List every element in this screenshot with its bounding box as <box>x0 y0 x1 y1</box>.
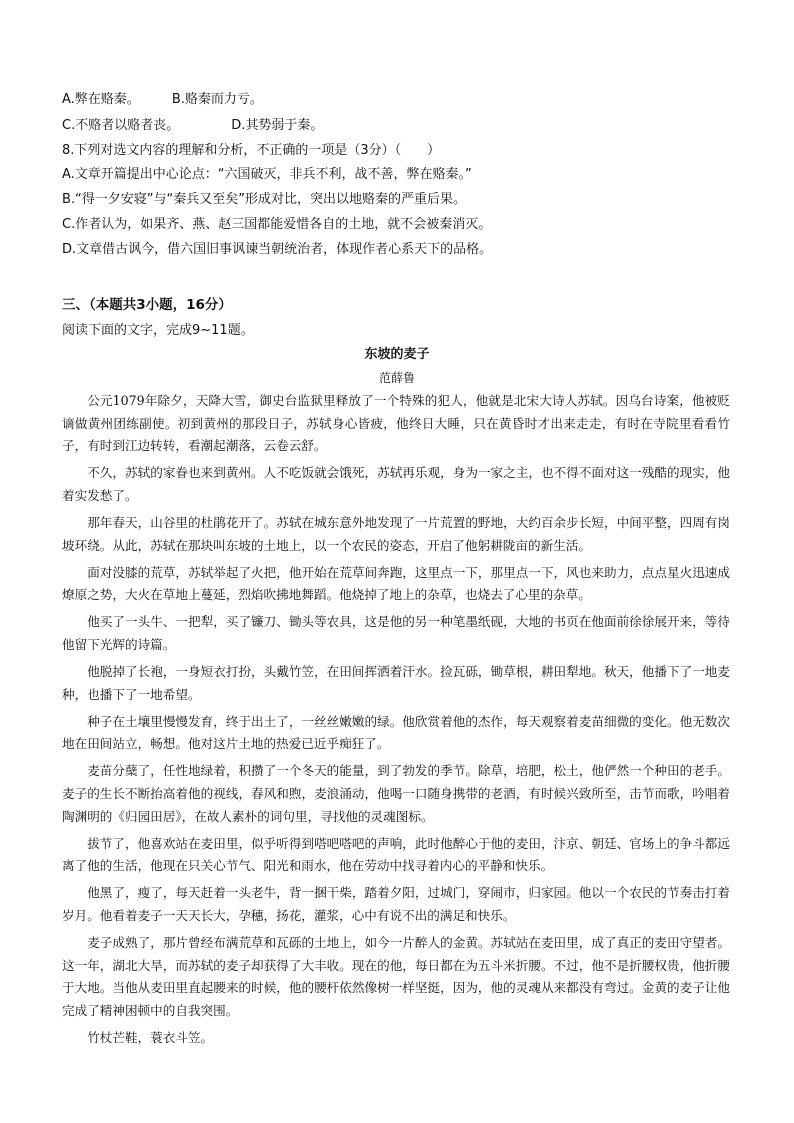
section-instruction: 阅读下面的文字，完成9~11题。 <box>62 323 254 338</box>
article-body <box>62 390 730 1050</box>
section-heading: 三、（本题共3小题，16分） <box>62 297 232 313</box>
paragraph: 他黑了，瘦了，每天赶着一头老牛，背一捆干柴，踏着夕阳，过城门，穿闹市，归家园。他以一个农民的节奏击打着岁月。他看着麦子一天天长大，孕穗，扬花，灌浆，心中有说不出的满足和快乐。 <box>62 885 730 923</box>
option-7a: A.弊在赂秦。 <box>62 92 140 107</box>
question-8-stem: 8.下列对选文内容的理解和分析，不正确的一项是（3分）（ ） <box>62 143 441 158</box>
paragraph: 麦苗分蘖了，任性地绿着，积攒了一个冬天的能量，到了勃发的季节。除草，培肥，松土，他俨然一个种田的老手。麦子的生长不断抬高着他的视线，春风和煦，麦浪涌动，他喝一口随身携带的老酒，有时候兴致所至，击节而歌，吟唱着陶渊明的《归园田居》，在故人素朴的词句里，寻找他的灵魂图标。 <box>62 763 730 824</box>
question-8-option-b: B.“得一夕安寝”与“秦兵又至矣”形成对比，突出以地赂秦的严重后果。 <box>62 192 466 207</box>
article-title: 东坡的麦子 <box>364 347 430 362</box>
paragraph: 种子在土壤里慢慢发育，终于出土了，一丝丝嫩嫩的绿。他欣赏着他的杰作，每天观察着麦苗细微的变化。他无数次地在田间站立，畅想。他对这片土地的热爱已近乎痴狂了。 <box>62 713 730 752</box>
option-7c: C.不赂者以赂者丧。 <box>62 118 180 133</box>
option-7b: B.赂秦而力亏。 <box>171 92 263 107</box>
question-8-option-a: A.文章开篇提出中心论点：“六国破灭，非兵不利，战不善，弊在赂秦。” <box>62 167 472 182</box>
paragraph: 那年春天，山谷里的杜鹃花开了。苏轼在城东意外地发现了一片荒置的野地，大约百余步长短，中间平整，四周有岗坡环绕。从此，苏轼在那块叫东坡的土地上，以一个农民的姿态，开启了他躬耕陇亩的新生活。 <box>62 514 730 553</box>
paragraph: 拔节了，他喜欢站在麦田里，似乎听得到嗒吧嗒吧的声响，此时他醉心于他的麦田，汴京、朝廷、官场上的争斗都远离了他的生活，他现在只关心节气、阳光和雨水，他在劳动中找寻着内心的平静和快乐。 <box>62 835 730 874</box>
paragraph: 他买了一头牛、一把犁，买了镰刀、锄头等农具，这是他的另一种笔墨纸砚，大地的书页在他面前徐徐展开来，等待他留下光辉的诗篇。 <box>62 614 730 652</box>
article-author: 范薛鲁 <box>378 371 415 385</box>
question-8-option-c: C.作者认为，如果齐、燕、赵三国都能爱惜各自的土地，就不会被秦消灭。 <box>62 217 492 232</box>
paragraph: 竹杖芒鞋，蓑衣斗笠。 <box>87 1029 214 1045</box>
question-8-option-d: D.文章借古讽今，借六国旧事讽谏当朝统治者，体现作者心系天下的品格。 <box>62 242 493 257</box>
option-7d: D.其势弱于秦。 <box>231 118 324 133</box>
options-row-ab <box>62 91 263 109</box>
options-row-cd <box>62 117 323 135</box>
paragraph: 面对没膝的荒草，苏轼举起了火把，他开始在荒草间奔跑，这里点一下，那里点一下，风也来助力，点点星火迅速成燎原之势，大火在草地上蔓延，烈焰吹拂地舞蹈。他烧掉了地上的杂草，也烧去了心里的杂草。 <box>62 564 730 603</box>
paragraph: 公元1079年除夕，天降大雪，御史台监狱里释放了一个特殊的犯人，他就是北宋大诗人苏轼。因乌台诗案，他被贬谪做黄州团练副使。初到黄州的那段日子，苏轼身心皆疲，他终日大睡，只在黄昏时才出来走走，有时在寺院里看看竹子，有时到江边转转，看潮起潮落，云卷云舒。 <box>62 393 730 454</box>
paragraph: 麦子成熟了，那片曾经布满荒草和瓦砾的土地上，如今一片醉人的金黄。苏轼站在麦田里，成了真正的麦田守望者。这一年，湖北大旱，而苏轼的麦子却获得了大丰收。现在的他，每日都在为五斗米折腰。不过，他不是折腰权贵，他折腰于大地。当他从麦田里直起腰来的时候，他的腰杆依然像树一样坚挺，因为，他的灵魂从来都没有弯过。金黄的麦子让他完成了精神困顿中的自我突围。 <box>62 935 730 1018</box>
paragraph: 他脱掉了长袍，一身短衣打扮，头戴竹笠，在田间挥洒着汗水。捡瓦砾，锄草根，耕田犁地。秋天，他播下了一地麦种，也播下了一地希望。 <box>62 664 730 702</box>
paragraph: 不久，苏轼的家眷也来到黄州。人不吃饭就会饿死，苏轼再乐观，身为一家之主，也不得不面对这一残酷的现实，他着实发愁了。 <box>62 465 730 503</box>
